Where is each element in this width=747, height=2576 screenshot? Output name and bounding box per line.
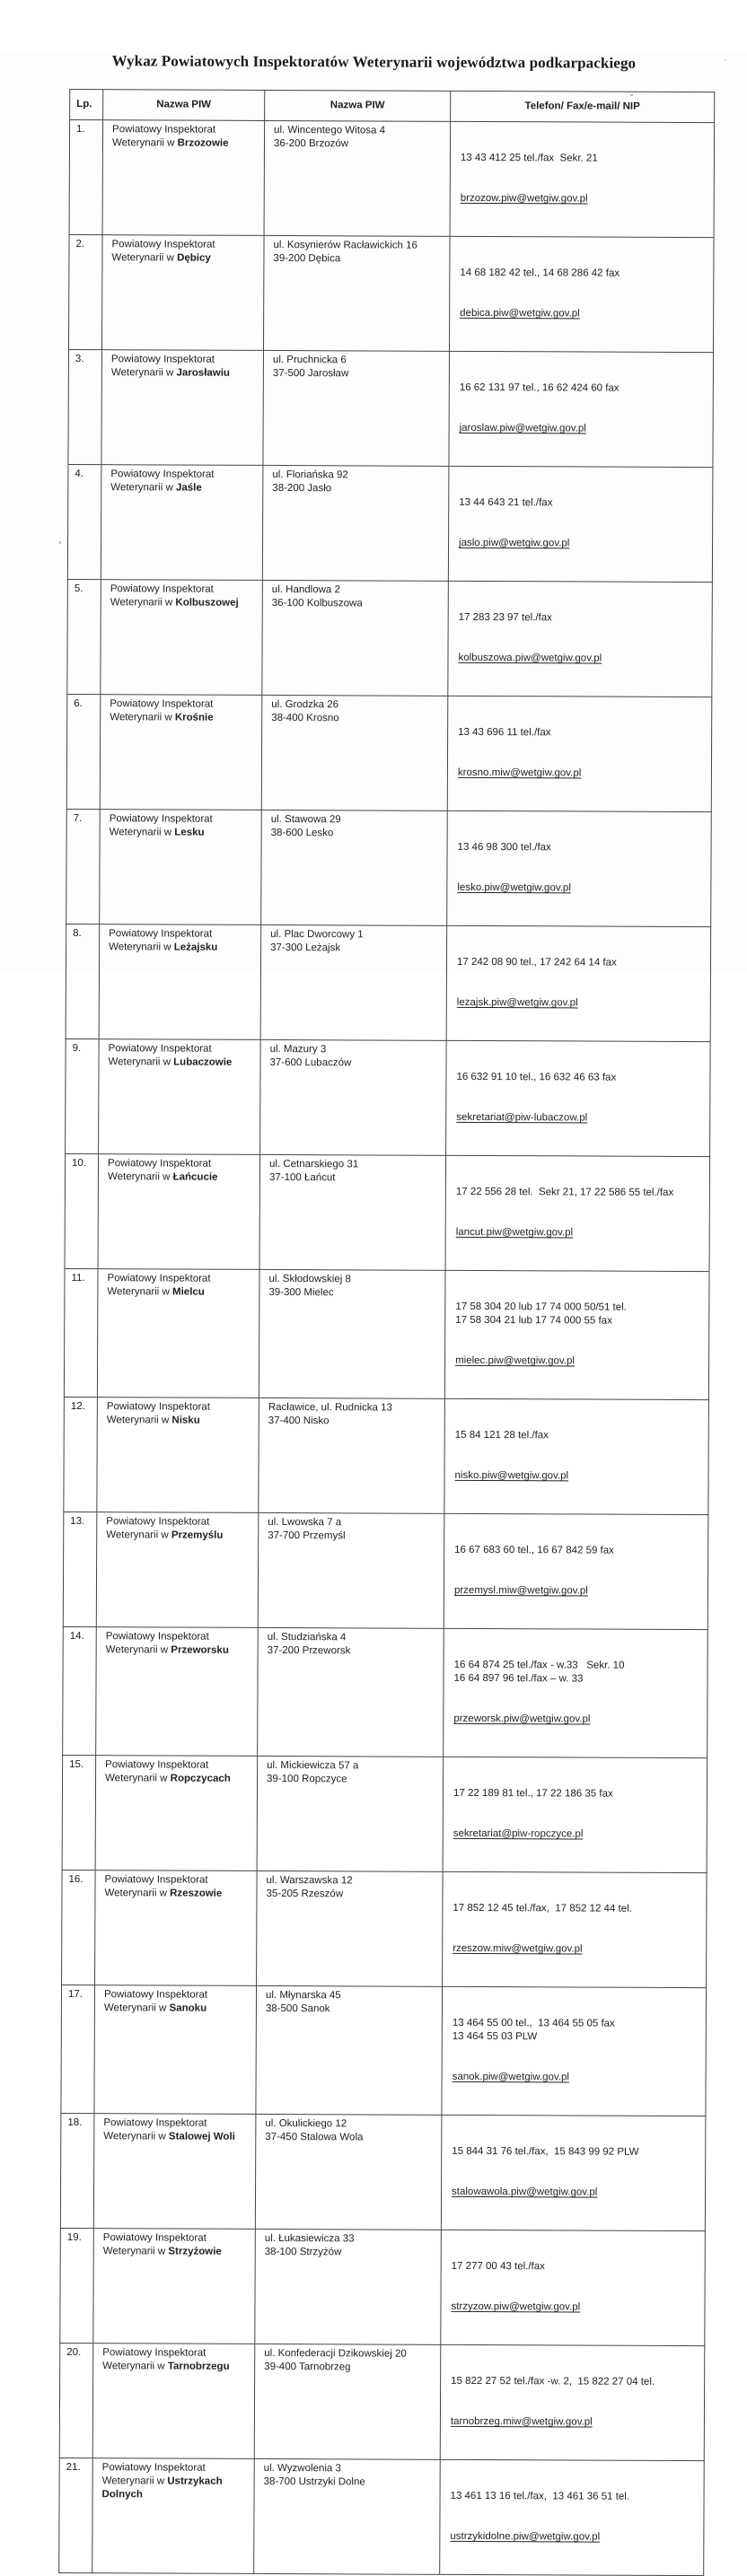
name-line1: Powiatowy Inspektorat	[102, 2232, 207, 2244]
name-prefix: Weterynarii w	[107, 1171, 173, 1183]
phone-line: 16 64 874 25 tel./fax - w.33 Sekr. 10	[453, 1659, 625, 1671]
contact-info	[444, 1398, 709, 1514]
table-row	[64, 1268, 709, 1399]
phone-lines	[459, 496, 707, 511]
name-city: Przemyślu	[171, 1529, 224, 1541]
table-row	[66, 924, 711, 1041]
row-number: 8.	[66, 924, 100, 1038]
contact-info	[441, 2230, 706, 2345]
address-street: ul. Okulickiego 12	[265, 2117, 347, 2130]
address-street: ul. Wyzwolenia 3	[263, 2462, 341, 2475]
phone-line: 13 43 696 11 tel./fax	[458, 726, 551, 739]
contact-info	[441, 2115, 706, 2230]
name-city: Rzeszowie	[170, 1888, 223, 1899]
row-number: 5.	[67, 579, 101, 694]
name-line1: Powiatowy Inspektorat	[110, 469, 215, 480]
phone-line: 17 283 23 97 tel./fax	[458, 611, 552, 624]
phone-lines	[455, 1429, 703, 1443]
phone-lines	[452, 2260, 699, 2274]
address-street: ul. Kosynierów Racławickich 16	[273, 239, 417, 251]
name-prefix: Weterynarii w	[111, 252, 178, 264]
scan-speck	[725, 59, 726, 61]
phone-line: 16 67 683 60 tel., 16 67 842 59 fax	[454, 1544, 614, 1556]
email-address: nisko.piw@wetgiw.gov.pl	[454, 1469, 569, 1482]
table-row	[64, 1397, 709, 1514]
phone-lines	[459, 611, 707, 626]
inspectorate-name	[99, 1039, 261, 1155]
name-line1: Powiatowy Inspektorat	[110, 354, 215, 365]
table-row	[59, 2343, 705, 2460]
address-postal: 37-600 Lubaczów	[269, 1056, 352, 1069]
address-street: ul. Mickiewicza 57 a	[267, 1759, 359, 1772]
email-address: jaroslaw.piw@wetgiw.gov.pl	[459, 422, 586, 434]
name-city: Stalowej Woli	[168, 2131, 235, 2142]
email-address: przeworsk.piw@wetgiw.gov.pl	[453, 1713, 591, 1725]
contact-info	[450, 121, 715, 237]
email-address: rzeszow.miw@wetgiw.gov.pl	[453, 1942, 583, 1955]
page-title: Wykaz Powiatowych Inspektoratów Weterynarii województwa podkarpackiego	[111, 52, 637, 72]
inspectorate-address	[258, 1512, 444, 1628]
email-address: przemysl.miw@wetgiw.gov.pl	[453, 1584, 588, 1597]
table-row	[68, 349, 714, 467]
phone-line: 15 844 31 76 tel./fax, 15 843 99 92 PLW	[452, 2145, 639, 2158]
address-street: ul. Warszawska 12	[266, 1874, 353, 1887]
table-row	[61, 1985, 707, 2116]
row-number: 21.	[59, 2458, 93, 2572]
inspectorate-address	[262, 580, 449, 696]
contact-info	[449, 236, 714, 352]
name-prefix: Weterynarii w	[101, 2475, 168, 2487]
name-line1: Powiatowy Inspektorat	[110, 583, 214, 595]
page-content	[0, 52, 747, 2576]
phone-lines	[453, 1659, 701, 1687]
phone-line: 17 852 12 45 tel./fax, 17 852 12 44 tel.	[453, 1902, 632, 1914]
contact-info	[446, 1040, 711, 1156]
name-line1: Powiatowy Inspektorat	[103, 1989, 208, 2001]
table-body	[59, 119, 715, 2575]
row-number: 10.	[65, 1153, 99, 1268]
email-address: strzyzow.piw@wetgiw.gov.pl	[451, 2300, 581, 2313]
name-line1: Powiatowy Inspektorat	[109, 928, 213, 940]
address-street: Racławice, ul. Rudnicka 13	[268, 1401, 392, 1414]
phone-line: 15 822 27 52 tel./fax -w. 2, 15 822 27 04 tel.	[451, 2375, 655, 2388]
name-line1: Powiatowy Inspektorat	[108, 1043, 212, 1055]
inspectorate-name	[98, 1154, 260, 1270]
inspectorate-name	[95, 1756, 258, 1871]
phone-line: 15 84 121 28 tel./fax	[454, 1429, 549, 1441]
row-number: 3.	[68, 349, 102, 464]
table-row	[62, 1870, 707, 1987]
name-line1: Powiatowy Inspektorat	[106, 1516, 210, 1528]
contact-info	[440, 2344, 705, 2460]
table-row	[66, 694, 712, 811]
address-street: ul. Młynarska 45	[265, 1989, 341, 2002]
name-prefix: Weterynarii w	[110, 367, 177, 379]
phone-line: 17 22 189 81 tel., 17 22 186 35 fax	[453, 1787, 613, 1800]
contact-info	[449, 351, 714, 467]
inspectorate-name	[102, 120, 265, 236]
inspectorate-name	[100, 810, 262, 925]
address-street: ul. Grodzka 26	[271, 698, 339, 711]
inspectorate-address	[260, 1039, 447, 1155]
table-row	[59, 2458, 705, 2575]
phone-line: 13 43 412 25 tel./fax Sekr. 21	[460, 152, 598, 164]
table-row	[65, 1153, 710, 1271]
email-address: lezajsk.piw@wetgiw.gov.pl	[456, 996, 578, 1009]
inspectorate-name	[95, 1871, 258, 1986]
address-street: ul. Pruchnicka 6	[272, 354, 347, 366]
inspectorate-address	[261, 810, 448, 925]
inspectorate-address	[257, 1756, 444, 1871]
name-city: Lesku	[174, 827, 205, 838]
name-city: Nisku	[171, 1415, 200, 1426]
row-number: 13.	[63, 1511, 97, 1626]
address-postal: 38-700 Ustrzyki Dolne	[263, 2475, 365, 2488]
name-city: Ropczycach	[170, 1773, 231, 1784]
inspectorate-name	[93, 2114, 256, 2230]
name-line1: Powiatowy Inspektorat	[102, 2347, 207, 2359]
inspectorate-address	[255, 2229, 442, 2344]
row-number: 19.	[60, 2228, 94, 2343]
phone-line: 17 58 304 20 lub 17 74 000 50/51 tel.	[455, 1301, 627, 1313]
row-number: 11.	[64, 1268, 98, 1397]
row-number: 15.	[62, 1755, 96, 1870]
inspectorate-name	[101, 465, 263, 581]
phone-lines	[460, 381, 707, 396]
name-line1: Powiatowy Inspektorat	[101, 2462, 206, 2474]
table-row	[67, 464, 713, 582]
email-address: lancut.piw@wetgiw.gov.pl	[455, 1226, 574, 1239]
address-street: ul. Floriańska 92	[272, 469, 348, 481]
phone-line: 17 277 00 43 tel./fax	[451, 2260, 545, 2273]
name-city: Strzyżowie	[168, 2246, 222, 2257]
name-city: Przeworsku	[171, 1644, 229, 1656]
contact-info	[448, 581, 713, 697]
table-header	[70, 89, 715, 122]
inspectorates-table	[58, 89, 715, 2576]
name-line1: Powiatowy Inspektorat	[105, 1631, 209, 1643]
contact-info	[443, 1757, 707, 1872]
contact-info	[446, 925, 711, 1041]
name-prefix: Weterynarii w	[110, 597, 176, 609]
name-city: Ustrzykach Dolnych	[101, 2475, 223, 2501]
email-address: sanok.piw@wetgiw.gov.pl	[452, 2071, 569, 2083]
header-telefon: Telefon/ Fax/e-mail/ NIP	[451, 91, 715, 122]
address-postal: 39-200 Dębica	[273, 252, 341, 265]
inspectorate-address	[263, 350, 450, 466]
name-city: Dębicy	[177, 252, 211, 264]
name-city: Krośnie	[174, 712, 214, 723]
phone-line: 13 46 98 300 tel./fax	[457, 841, 551, 854]
name-prefix: Weterynarii w	[103, 2002, 170, 2014]
phone-lines	[451, 2375, 699, 2389]
address-postal: 38-200 Jasło	[272, 482, 332, 495]
address-postal: 38-500 Sanok	[265, 2002, 330, 2015]
row-number: 14.	[63, 1626, 97, 1755]
email-address: ustrzykidolne.piw@wetgiw.gov.pl	[450, 2530, 601, 2543]
phone-line: 17 58 304 21 lub 17 74 000 55 fax	[455, 1314, 612, 1327]
inspectorate-address	[261, 695, 448, 810]
address-postal: 35-205 Rzeszów	[266, 1888, 344, 1900]
inspectorate-name	[96, 1512, 259, 1628]
address-street: ul. Cetnarskiego 31	[269, 1158, 359, 1170]
inspectorate-address	[262, 465, 449, 581]
address-postal: 39-100 Ropczyce	[267, 1773, 347, 1785]
name-prefix: Weterynarii w	[105, 1644, 171, 1656]
address-postal: 37-100 Łańcut	[268, 1171, 336, 1184]
row-number: 9.	[66, 1038, 100, 1153]
address-postal: 37-500 Jarosław	[272, 367, 349, 380]
phone-line: 13 44 643 21 tel./fax	[459, 496, 553, 509]
email-address: mielec.piw@wetgiw.gov.pl	[455, 1354, 576, 1367]
table-row	[63, 1626, 708, 1757]
email-address: krosno.miw@wetgiw.gov.pl	[457, 767, 582, 779]
name-city: Lubaczowie	[173, 1056, 233, 1068]
phone-lines	[456, 1186, 704, 1200]
header-row	[70, 89, 715, 122]
name-line1: Powiatowy Inspektorat	[111, 239, 215, 250]
header-nazwa-piw-2: Nazwa PIW	[265, 90, 451, 121]
table-row	[69, 119, 715, 237]
name-city: Leżajsku	[173, 942, 218, 953]
email-address: lesko.piw@wetgiw.gov.pl	[457, 881, 571, 894]
phone-lines	[458, 841, 706, 855]
inspectorate-address	[260, 924, 447, 1040]
inspectorate-address	[256, 1985, 443, 2115]
phone-lines	[455, 1301, 703, 1328]
name-prefix: Weterynarii w	[105, 1773, 171, 1784]
name-line1: Powiatowy Inspektorat	[109, 813, 213, 825]
name-line1: Powiatowy Inspektorat	[103, 2117, 207, 2129]
address-street: ul. Studziańska 4	[267, 1631, 347, 1643]
name-city: Mielcu	[172, 1286, 205, 1298]
inspectorate-address	[259, 1269, 445, 1398]
phone-line: 16 632 91 10 tel., 16 632 46 63 fax	[456, 1071, 617, 1083]
email-address: jaslo.piw@wetgiw.gov.pl	[459, 537, 570, 549]
name-line1: Powiatowy Inspektorat	[104, 1874, 208, 1886]
inspectorate-name	[100, 695, 262, 810]
address-street: ul. Plac Dworcowy 1	[270, 928, 364, 941]
phone-lines	[453, 2017, 700, 2045]
row-number: 20.	[59, 2343, 93, 2458]
name-prefix: Weterynarii w	[109, 827, 175, 838]
address-postal: 37-200 Przeworsk	[267, 1644, 351, 1657]
contact-info	[442, 1986, 707, 2116]
name-prefix: Weterynarii w	[104, 1888, 171, 1899]
phone-lines	[452, 2145, 699, 2160]
name-prefix: Weterynarii w	[110, 712, 175, 723]
email-address: brzozow.piw@wetgiw.gov.pl	[460, 192, 588, 205]
phone-line: 17 242 08 90 tel., 17 242 64 14 fax	[456, 956, 617, 968]
address-street: ul. Łukasiewicza 33	[264, 2232, 355, 2245]
inspectorate-name	[99, 924, 261, 1040]
scan-speck	[630, 94, 633, 96]
name-prefix: Weterynarii w	[106, 1415, 172, 1426]
phone-lines	[454, 1544, 702, 1558]
name-city: Tarnobrzegu	[167, 2361, 230, 2372]
name-prefix: Weterynarii w	[102, 2361, 168, 2372]
inspectorate-address	[254, 2458, 441, 2574]
address-postal: 38-600 Lesko	[270, 827, 334, 839]
contact-info	[447, 696, 712, 811]
table-row	[66, 809, 712, 926]
address-postal: 38-100 Strzyżów	[264, 2246, 342, 2258]
inspectorate-address	[255, 2114, 442, 2230]
address-postal: 37-400 Nisko	[268, 1415, 330, 1427]
email-address: debica.piw@wetgiw.gov.pl	[460, 307, 580, 320]
row-number: 2.	[68, 234, 102, 349]
email-address: tarnobrzeg.miw@wetgiw.gov.pl	[450, 2415, 593, 2428]
row-number: 17.	[61, 1985, 95, 2113]
phone-lines	[457, 956, 705, 970]
name-line1: Powiatowy Inspektorat	[108, 1158, 212, 1170]
address-postal: 36-200 Brzozów	[273, 137, 349, 150]
inspectorate-address	[263, 235, 450, 351]
row-number: 7.	[66, 809, 101, 924]
scan-speck	[59, 541, 61, 544]
phone-line: 13 464 55 03 PLW	[452, 2030, 538, 2043]
name-line1: Powiatowy Inspektorat	[110, 698, 214, 710]
inspectorate-address	[264, 120, 451, 236]
phone-line: 14 68 182 42 tel., 14 68 286 42 fax	[460, 267, 620, 279]
contact-info	[444, 1628, 708, 1757]
phone-lines	[456, 1071, 704, 1085]
name-line1: Powiatowy Inspektorat	[107, 1273, 211, 1284]
address-postal: 39-300 Mielec	[268, 1286, 334, 1299]
address-street: ul. Konfederacji Dzikowskiej 20	[264, 2347, 407, 2360]
name-city: Jarosławiu	[176, 367, 230, 379]
row-number: 1.	[69, 119, 103, 234]
inspectorate-name	[93, 2229, 256, 2344]
phone-lines	[461, 152, 708, 166]
header-lp: Lp.	[70, 89, 103, 119]
table-row	[63, 1511, 708, 1629]
name-prefix: Weterynarii w	[110, 482, 176, 494]
inspectorate-address	[254, 2344, 441, 2459]
phone-line: 13 461 13 16 tel./fax, 13 461 36 51 tel.	[450, 2490, 630, 2502]
inspectorate-name	[97, 1398, 259, 1513]
row-number: 16.	[62, 1870, 96, 1985]
inspectorate-name	[94, 1985, 257, 2115]
inspectorate-address	[259, 1398, 445, 1513]
phone-line: 16 62 131 97 tel., 16 62 424 60 fax	[459, 381, 620, 394]
address-street: ul. Stawowa 29	[270, 813, 341, 826]
contact-info	[440, 2459, 705, 2575]
name-line1: Powiatowy Inspektorat	[112, 124, 216, 136]
address-street: ul. Handlowa 2	[271, 583, 340, 596]
contact-info	[445, 1155, 710, 1271]
phone-lines	[451, 2490, 699, 2504]
address-street: ul. Skłodowskiej 8	[268, 1273, 351, 1285]
name-prefix: Weterynarii w	[107, 1286, 173, 1298]
header-nazwa-piw-1: Nazwa PIW	[103, 90, 265, 121]
name-prefix: Weterynarii w	[108, 1056, 174, 1068]
table-row	[67, 579, 713, 697]
email-address: stalowawola.piw@wetgiw.gov.pl	[452, 2186, 598, 2198]
name-city: Łańcucie	[172, 1171, 218, 1183]
name-prefix: Weterynarii w	[111, 137, 178, 149]
name-line1: Powiatowy Inspektorat	[106, 1401, 210, 1413]
phone-lines	[460, 267, 707, 281]
inspectorate-name	[96, 1627, 259, 1757]
name-line1: Powiatowy Inspektorat	[105, 1759, 209, 1771]
address-street: ul. Lwowska 7 a	[268, 1516, 342, 1529]
inspectorate-address	[258, 1627, 444, 1757]
row-number: 18.	[60, 2113, 94, 2228]
name-prefix: Weterynarii w	[106, 1529, 171, 1541]
inspectorate-address	[259, 1154, 446, 1270]
contact-info	[448, 466, 713, 582]
email-address: kolbuszowa.piw@wetgiw.gov.pl	[458, 652, 602, 664]
email-address: sekretariat@piw-lubaczow.pl	[456, 1111, 588, 1124]
inspectorate-name	[92, 2344, 255, 2459]
table-row	[60, 2228, 706, 2345]
scanned-page	[0, 52, 747, 2543]
contact-info	[444, 1513, 708, 1629]
row-number: 4.	[67, 464, 101, 579]
phone-line: 17 22 556 28 tel. Sekr 21, 17 22 586 55 tel./fax	[455, 1186, 674, 1198]
address-street: ul. Mazury 3	[269, 1043, 327, 1056]
contact-info	[444, 1270, 709, 1399]
row-number: 6.	[66, 694, 101, 809]
inspectorate-name	[101, 580, 263, 696]
name-city: Brzozowie	[177, 137, 229, 149]
phone-lines	[453, 1902, 700, 1916]
name-city: Jaśle	[175, 482, 202, 494]
name-prefix: Weterynarii w	[109, 942, 174, 953]
address-postal: 37-450 Stalowa Wola	[265, 2131, 364, 2143]
inspectorate-address	[257, 1871, 444, 1986]
inspectorate-name	[92, 2458, 255, 2574]
phone-lines	[458, 726, 706, 740]
phone-lines	[453, 1787, 701, 1801]
table-row	[60, 2113, 706, 2230]
email-address: sekretariat@piw-ropczyce.pl	[453, 1827, 584, 1840]
address-postal: 36-100 Kolbuszowa	[271, 597, 363, 609]
contact-info	[443, 1871, 707, 1987]
contact-info	[447, 810, 712, 926]
table-row	[68, 234, 714, 352]
table-row	[66, 1038, 711, 1156]
inspectorate-name	[101, 350, 264, 466]
name-city: Sanoku	[169, 2002, 207, 2014]
name-prefix: Weterynarii w	[102, 2246, 169, 2257]
address-postal: 37-700 Przemyśl	[268, 1529, 346, 1542]
address-postal: 39-400 Tarnobrzeg	[264, 2361, 351, 2373]
table-row	[62, 1755, 707, 1872]
phone-line: 16 64 897 96 tel./fax – w. 33	[453, 1672, 584, 1685]
inspectorate-name	[101, 235, 264, 351]
inspectorate-name	[97, 1269, 259, 1398]
address-postal: 37-300 Leżajsk	[270, 942, 341, 954]
address-street: ul. Wincentego Witosa 4	[274, 124, 386, 136]
name-prefix: Weterynarii w	[103, 2131, 169, 2142]
name-city: Kolbuszowej	[175, 597, 239, 609]
address-postal: 38-400 Krosno	[271, 712, 339, 724]
phone-line: 13 464 55 00 tel., 13 464 55 05 fax	[452, 2017, 615, 2029]
row-number: 12.	[64, 1397, 98, 1511]
